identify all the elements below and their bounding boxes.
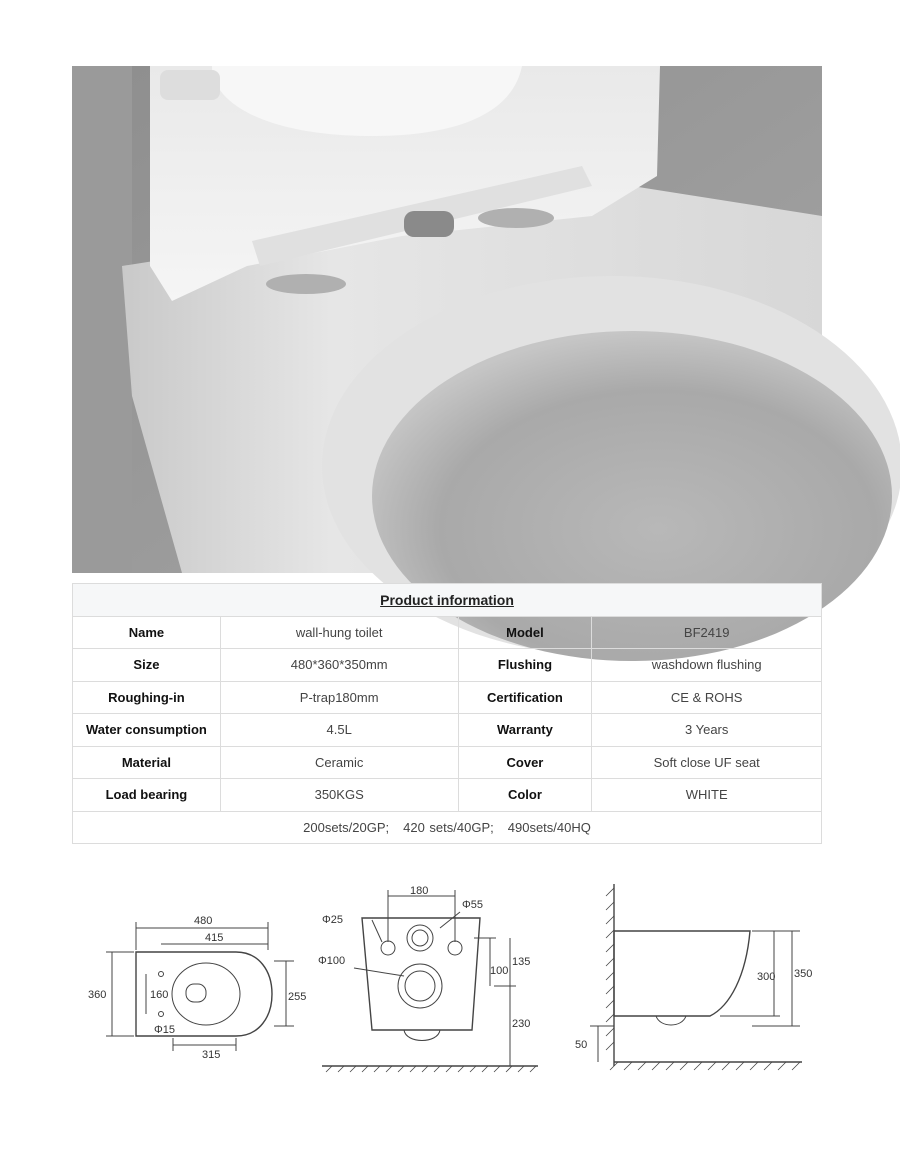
- packing-40gp: 420 sets/40GP;: [403, 819, 494, 835]
- row-label: Material: [73, 746, 221, 779]
- packing-20gp: 200sets/20GP;: [303, 819, 390, 835]
- row-label: Size: [73, 649, 221, 682]
- dim-phi15: Φ15: [154, 1024, 176, 1036]
- product-photo: [72, 66, 822, 573]
- row-value: WHITE: [592, 779, 822, 812]
- dim-350: 350: [794, 968, 813, 980]
- dim-160: 160: [150, 989, 169, 1001]
- row-label: Water consumption: [73, 714, 221, 747]
- row-label: Load bearing: [73, 779, 221, 812]
- dim-phi25: Φ25: [322, 914, 344, 926]
- dim-300: 300: [757, 971, 776, 983]
- row-value: 350KGS: [220, 779, 458, 812]
- row-value: 3 Years: [592, 714, 822, 747]
- row-label: Model: [458, 616, 592, 649]
- row-label: Name: [73, 616, 221, 649]
- row-value: wall-hung toilet: [220, 616, 458, 649]
- row-value: Ceramic: [220, 746, 458, 779]
- row-label: Color: [458, 779, 592, 812]
- row-value: P-trap180mm: [220, 681, 458, 714]
- row-label: Roughing-in: [73, 681, 221, 714]
- row-label: Flushing: [458, 649, 592, 682]
- row-value: washdown flushing: [592, 649, 822, 682]
- packing-40hq: 490sets/40HQ: [507, 819, 591, 835]
- dim-480: 480: [194, 915, 213, 927]
- packing-row: [73, 811, 822, 844]
- row-value: BF2419: [592, 616, 822, 649]
- row-label: Cover: [458, 746, 592, 779]
- front-view-drawing: [314, 876, 548, 1076]
- dim-415: 415: [205, 932, 224, 944]
- dim-315: 315: [202, 1049, 221, 1061]
- table-row: [73, 616, 822, 649]
- row-value: CE & ROHS: [592, 681, 822, 714]
- row-label: Warranty: [458, 714, 592, 747]
- dim-phi55: Φ55: [462, 899, 484, 911]
- table-row: [73, 681, 822, 714]
- table-caption: Product information: [73, 584, 822, 617]
- dim-180: 180: [410, 885, 429, 897]
- product-info-table: [72, 583, 822, 844]
- toilet-closeup-illustration: [72, 66, 822, 573]
- table-row: [73, 714, 822, 747]
- packing-info: [73, 811, 822, 844]
- row-value: 480*360*350mm: [220, 649, 458, 682]
- table-row: [73, 779, 822, 812]
- row-value: 4.5L: [220, 714, 458, 747]
- top-view-drawing: [84, 876, 306, 1071]
- table-row: [73, 746, 822, 779]
- table-row: [73, 649, 822, 682]
- dim-230: 230: [512, 1018, 531, 1030]
- dim-100: 100: [490, 965, 509, 977]
- dim-255: 255: [288, 991, 307, 1003]
- dim-phi100: Φ100: [318, 955, 346, 967]
- row-label: Certification: [458, 681, 592, 714]
- dim-135: 135: [512, 956, 531, 968]
- dim-360: 360: [88, 989, 107, 1001]
- side-view-drawing: [570, 876, 813, 1076]
- dim-50: 50: [575, 1039, 588, 1051]
- row-value: Soft close UF seat: [592, 746, 822, 779]
